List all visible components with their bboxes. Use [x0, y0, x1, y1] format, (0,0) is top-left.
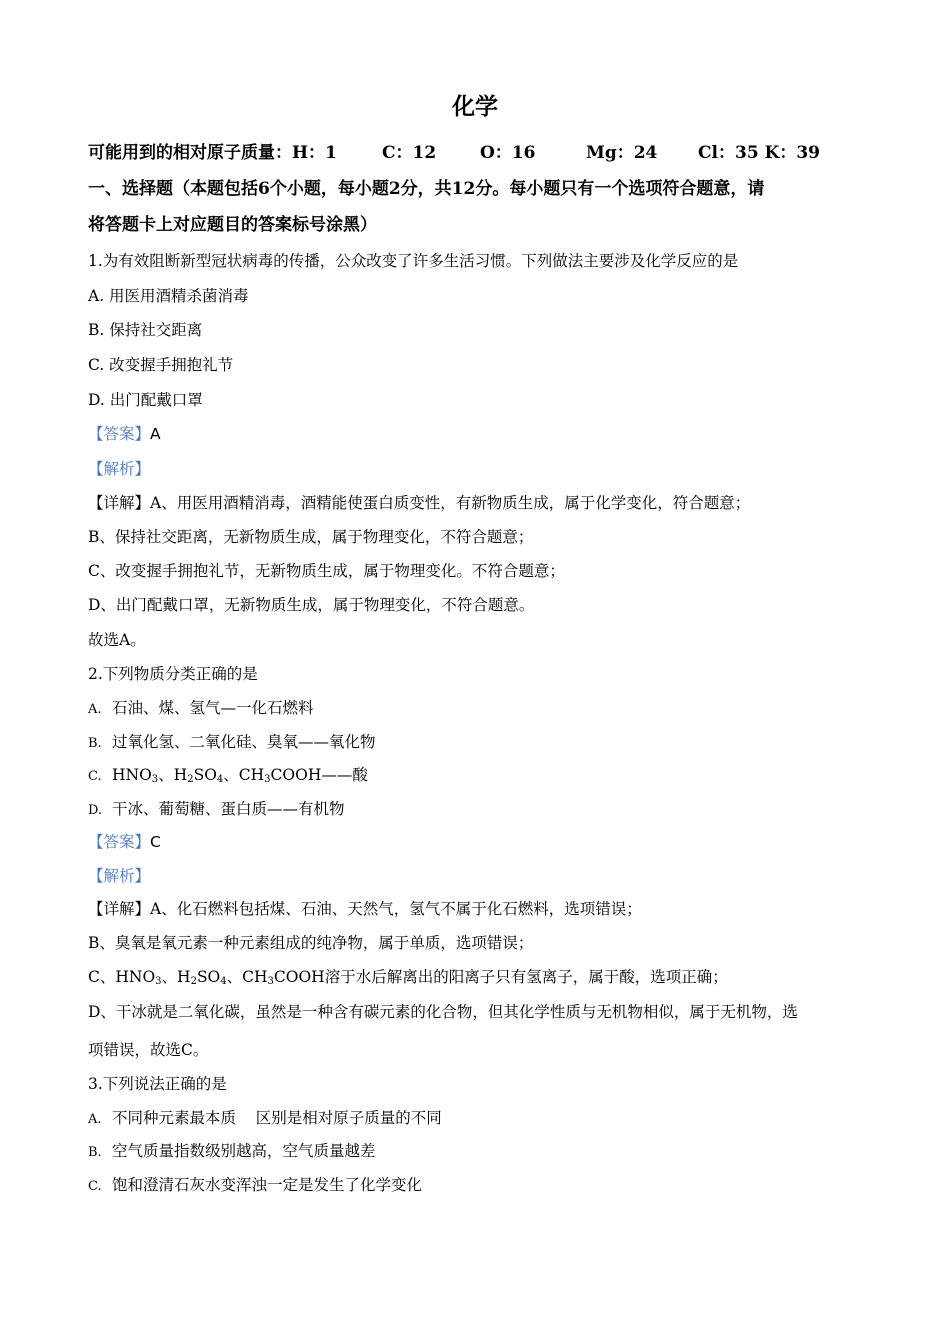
formula-hno3: HNO [112, 766, 152, 784]
option-text: 石油、煤、氢气—一化石燃料 [112, 699, 314, 717]
subscript: 4 [216, 774, 224, 785]
question-2-detail-2: B、臭氧是氧元素一种元素组成的纯净物，属于单质，选项错误； [88, 934, 534, 952]
question-2-stem: 2.下列物质分类正确的是 [88, 665, 258, 683]
formula-sep: 、H [158, 766, 188, 784]
formula-so4: SO [193, 766, 217, 784]
mass-cl: Cl：35 [698, 143, 759, 163]
subscript: 2 [190, 976, 197, 987]
detail-text: A、化石燃料包括煤、石油、天然气，氢气不属于化石燃料，选项错误； [150, 900, 642, 918]
subscript: 3 [267, 976, 274, 987]
mass-prefix: 可能用到的相对原子质量： [88, 143, 292, 163]
detail-text: SO [196, 968, 221, 986]
option-text: 干冰、葡萄糖、蛋白质——有机物 [112, 800, 345, 818]
option-letter: A. [88, 702, 102, 717]
question-1-detail-1 [88, 492, 750, 514]
option-letter: C. [88, 769, 102, 784]
question-2-detail-3 [88, 966, 728, 988]
question-1-detail-4: D、出门配戴口罩，无新物质生成，属于物理变化，不符合题意。 [88, 596, 535, 614]
subscript: 3 [155, 976, 162, 987]
question-1-detail-2: B、保持社交距离，无新物质生成，属于物理变化，不符合题意； [88, 528, 534, 546]
answer-tag: 【答案】 [88, 833, 151, 851]
page-title: 化学 [452, 94, 498, 120]
detail-text: C、HNO [88, 968, 156, 986]
option-letter: C. [88, 1179, 102, 1194]
subscript: 2 [187, 774, 194, 785]
option-text: 饱和澄清石灰水变浑浊一定是发生了化学变化 [112, 1176, 423, 1194]
atomic-mass-line [88, 142, 820, 164]
question-3-option-a [88, 1107, 442, 1131]
subscript: 3 [151, 774, 159, 785]
detail-text: A、用医用酒精消毒，酒精能使蛋白质变性，有新物质生成，属于化学变化，符合题意； [150, 494, 751, 512]
option-letter: D. [88, 803, 103, 818]
mass-mg: Mg：24 [586, 143, 658, 163]
formula-tail: COOH——酸 [270, 766, 368, 784]
question-2-answer [88, 831, 161, 853]
option-letter: B. [88, 1145, 102, 1160]
question-2-option-a [88, 697, 314, 721]
question-1-answer [88, 423, 161, 445]
question-1-stem: 1.为有效阻断新型冠状病毒的传播，公众改变了许多生活习惯。下列做法主要涉及化学反应的是 [88, 252, 739, 270]
mass-o: O：16 [480, 143, 536, 163]
answer-value: A [150, 425, 161, 443]
question-3-option-b [88, 1140, 376, 1164]
question-3-stem: 3.下列说法正确的是 [88, 1075, 227, 1093]
formula-sep: 、CH [223, 766, 265, 784]
detail-text: COOH溶于水后解离出的阳离子只有氢离子，属于酸，选项正确； [273, 968, 728, 986]
detail-text: 、CH [226, 968, 268, 986]
question-1-conclusion: 故选A。 [88, 631, 146, 649]
option-letter: B. [88, 736, 102, 751]
question-2-option-b [88, 731, 376, 755]
question-2-detail-1 [88, 898, 642, 920]
question-1-option-b: B. 保持社交距离 [88, 321, 203, 339]
section-heading-line-2: 将答题卡上对应题目的答案标号涂黑） [88, 215, 377, 235]
question-1-option-a: A. 用医用酒精杀菌消毒 [88, 287, 249, 305]
option-text: 不同种元素最本质 区别是相对原子质量的不同 [112, 1109, 442, 1127]
question-2-analysis-tag: 【解析】 [88, 867, 151, 885]
mass-c: C：12 [382, 143, 437, 163]
question-1-option-c: C. 改变握手拥抱礼节 [88, 356, 234, 374]
detail-tag: 【详解】 [88, 494, 151, 512]
mass-h: H：1 [292, 143, 337, 163]
option-text: 过氧化氢、二氧化硅、臭氧——氧化物 [112, 733, 376, 751]
option-text: 空气质量指数级别越高，空气质量越差 [112, 1142, 376, 1160]
section-heading-line-1: 一、选择题（本题包括6个小题，每小题2分，共12分。每小题只有一个选项符合题意，请 [88, 179, 765, 199]
detail-tag: 【详解】 [88, 900, 151, 918]
question-2-detail-4: D、干冰就是二氧化碳，虽然是一种含有碳元素的化合物，但其化学性质与无机物相似，属于无机物，选 [88, 1003, 798, 1021]
answer-value: C [150, 833, 161, 851]
question-1-detail-3: C、改变握手拥抱礼节，无新物质生成，属于物理变化。不符合题意； [88, 562, 565, 580]
subscript: 3 [264, 774, 271, 785]
option-letter: A. [88, 1112, 102, 1127]
question-2-option-c [88, 764, 368, 788]
question-2-conclusion: 项错误，故选C。 [88, 1041, 209, 1059]
subscript: 4 [220, 976, 227, 987]
question-1-analysis-tag: 【解析】 [88, 460, 151, 478]
question-2-option-d [88, 798, 345, 822]
question-3-option-c [88, 1174, 422, 1198]
question-1-option-d: D. 出门配戴口罩 [88, 391, 203, 409]
mass-k: K：39 [764, 143, 821, 163]
answer-tag: 【答案】 [88, 425, 151, 443]
detail-text: 、H [161, 968, 191, 986]
